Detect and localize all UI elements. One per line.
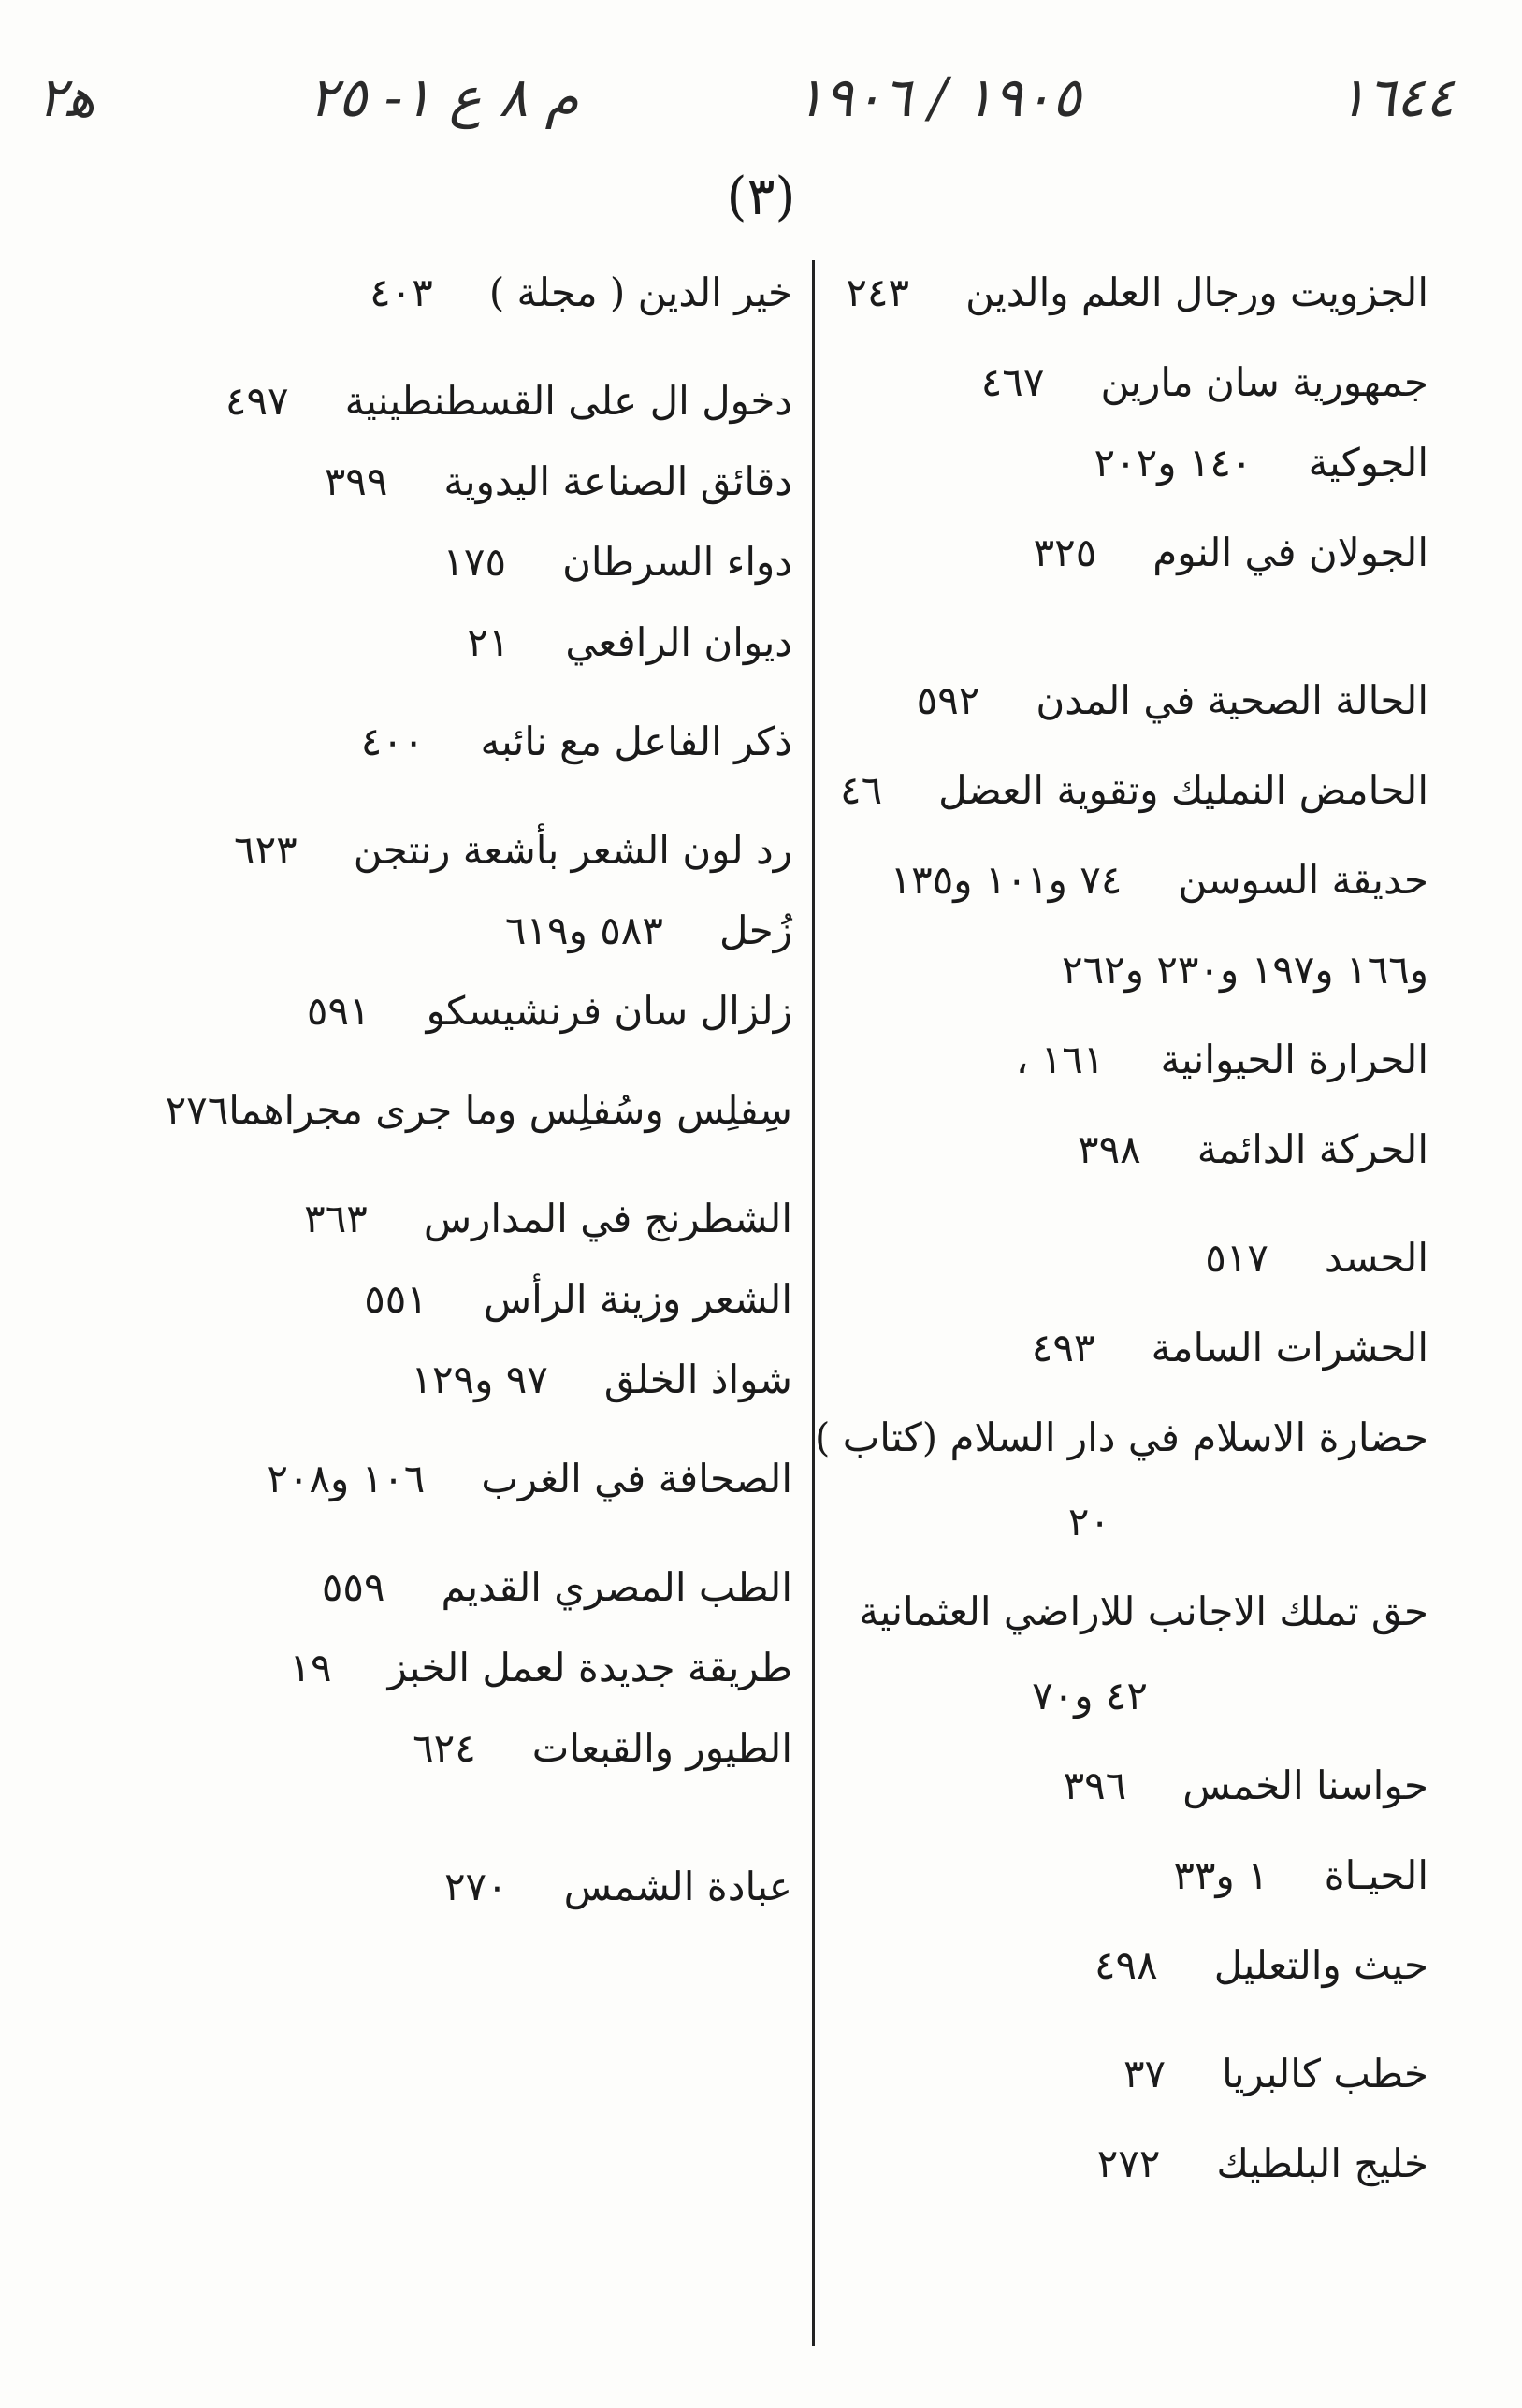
index-entry bbox=[194, 1646, 792, 1727]
entry-pages: ٢٧٦ bbox=[165, 1087, 229, 1133]
entry-term: الشعر وزينة الرأس bbox=[483, 1276, 792, 1322]
entry-pages: ٣٩٨ bbox=[1078, 1126, 1141, 1172]
index-entry bbox=[820, 2142, 1428, 2232]
handwritten-mark: ﻫ٢ bbox=[37, 65, 95, 129]
section-gap bbox=[194, 1179, 792, 1197]
index-entry bbox=[820, 1590, 1428, 1675]
index-entry bbox=[194, 621, 792, 702]
index-entry bbox=[194, 271, 792, 361]
index-entry bbox=[820, 679, 1428, 769]
entry-term: دقائق الصناعة اليدوية bbox=[443, 458, 792, 504]
section-gap bbox=[194, 810, 792, 829]
entry-term: الحالة الصحية في المدن bbox=[1036, 677, 1428, 723]
index-entry bbox=[194, 990, 792, 1070]
entry-pages: ١ و٣٣ bbox=[1173, 1852, 1268, 1898]
index-entry bbox=[820, 1237, 1428, 1327]
index-entry bbox=[820, 1128, 1428, 1218]
entry-pages: ٥٥٩ bbox=[321, 1564, 385, 1610]
index-entry bbox=[194, 1458, 792, 1547]
entry-term: رد لون الشعر بأشعة رنتجن bbox=[353, 827, 792, 873]
entry-term: ديوان الرافعي bbox=[565, 619, 792, 665]
entry-term: حواسنا الخمس bbox=[1182, 1762, 1428, 1808]
entry-term: حيث والتعليل bbox=[1213, 1942, 1428, 1988]
entry-pages: ١٦١ ، bbox=[1015, 1037, 1105, 1082]
entry-pages: ٧٤ و١٠١ و١٣٥ bbox=[890, 857, 1123, 903]
section-gap bbox=[194, 361, 792, 380]
index-entry bbox=[820, 531, 1428, 621]
left-index-column bbox=[165, 269, 792, 1955]
index-entry bbox=[820, 859, 1428, 949]
index-entry bbox=[815, 1414, 1428, 1501]
index-entry bbox=[194, 1278, 792, 1358]
entry-pages: ٥٨٣ و٦١٩ bbox=[504, 907, 663, 953]
entry-term: حق تملك الاجانب للاراضي العثمانية bbox=[859, 1588, 1428, 1634]
entry-term: دواء السرطان bbox=[562, 539, 792, 585]
entry-term: زُحل bbox=[718, 907, 792, 953]
entry-pages: ٥٩١ bbox=[306, 988, 370, 1034]
entry-pages: ٤٠٠ bbox=[360, 718, 425, 764]
entry-term: سِفلِس وسُفلِس وما جرى مجراهما bbox=[228, 1087, 792, 1133]
entry-pages: ٢٤٣ bbox=[846, 269, 910, 315]
entry-pages: ٥٥١ bbox=[364, 1276, 428, 1322]
index-entry bbox=[820, 271, 1428, 361]
entry-pages: ٢٧٠ bbox=[443, 1864, 508, 1909]
index-entry bbox=[194, 1358, 792, 1439]
entry-term: حديقة السوسن bbox=[1178, 857, 1428, 903]
index-entry bbox=[820, 2053, 1428, 2142]
entry-term: الطب المصري القديم bbox=[441, 1564, 792, 1610]
section-gap bbox=[194, 1439, 792, 1458]
index-entry bbox=[820, 1764, 1428, 1854]
index-entry bbox=[820, 1038, 1428, 1128]
entry-pages: ٣٢٥ bbox=[1033, 529, 1097, 575]
index-entry bbox=[820, 442, 1428, 531]
entry-pages: ٩٧ و١٢٩ bbox=[411, 1356, 548, 1402]
entry-term: ٤٢ و٧٠ bbox=[1032, 1673, 1148, 1719]
entry-term: الحامض النمليك وتقوية العضل bbox=[938, 767, 1428, 813]
entry-pages: ١٠٦ و٢٠٨ bbox=[267, 1456, 426, 1501]
entry-term: الحيـاة bbox=[1324, 1852, 1428, 1898]
entry-pages: ١٧٥ bbox=[442, 539, 507, 585]
entry-pages: ١٩ bbox=[289, 1645, 332, 1690]
index-entry bbox=[194, 1197, 792, 1278]
entry-term: الشطرنج في المدارس bbox=[423, 1196, 792, 1241]
entry-pages: ٦٢٣ bbox=[234, 827, 297, 873]
entry-pages: ٦٢٤ bbox=[413, 1725, 476, 1771]
entry-term: الحسد bbox=[1324, 1235, 1428, 1281]
section-gap bbox=[194, 1070, 792, 1089]
entry-term: الحركة الدائمة bbox=[1196, 1126, 1428, 1172]
right-index-column bbox=[815, 269, 1428, 2232]
entry-pages: ٣٩٦ bbox=[1063, 1762, 1127, 1808]
index-entry bbox=[820, 361, 1428, 442]
index-entry-continuation bbox=[820, 949, 1428, 1038]
section-gap bbox=[194, 1807, 792, 1865]
index-entry bbox=[194, 1566, 792, 1646]
entry-term: ٢٠ bbox=[1067, 1499, 1110, 1545]
section-gap bbox=[820, 1218, 1428, 1237]
index-entry bbox=[165, 1087, 792, 1179]
index-entry bbox=[820, 1327, 1428, 1416]
entry-pages: ٥٩٢ bbox=[916, 677, 980, 723]
entry-term: جمهورية سان مارين bbox=[1100, 359, 1428, 405]
entry-pages: ٢١ bbox=[467, 619, 510, 665]
index-entry bbox=[820, 1944, 1428, 2034]
entry-term: ذكر الفاعل مع نائبه bbox=[480, 718, 792, 764]
entry-pages: ٤٩٨ bbox=[1094, 1942, 1158, 1988]
entry-pages: ٤٦ bbox=[840, 767, 883, 813]
entry-term: خطب كالبريا bbox=[1222, 2051, 1428, 2096]
entry-term: و١٦٦ و١٩٧ و٢٣٠ و٢٦٢ bbox=[1062, 947, 1428, 993]
entry-term: خليج البلطيك bbox=[1216, 2140, 1428, 2186]
index-entry bbox=[194, 1865, 792, 1955]
entry-term: دخول ال على القسطنطينية bbox=[344, 378, 792, 424]
entry-term: طريقة جديدة لعمل الخبز bbox=[387, 1645, 792, 1690]
page-number: (٣) bbox=[726, 167, 796, 227]
entry-term: الجولان في النوم bbox=[1152, 529, 1428, 575]
section-gap bbox=[820, 2034, 1428, 2053]
entry-pages: ١٤٠ و٢٠٢ bbox=[1094, 440, 1253, 486]
entry-pages: ٣٩٩ bbox=[324, 458, 388, 504]
entry-term: زلزال سان فرنشيسكو bbox=[426, 988, 792, 1034]
section-gap bbox=[820, 621, 1428, 679]
entry-term: الطيور والقبعات bbox=[531, 1725, 792, 1771]
column-divider bbox=[812, 260, 815, 2346]
entry-term: الصحافة في الغرب bbox=[481, 1456, 792, 1501]
entry-pages: ٤٩٧ bbox=[225, 378, 289, 424]
index-entry bbox=[194, 720, 792, 810]
entry-term: الحرارة الحيوانية bbox=[1160, 1037, 1428, 1082]
index-entry bbox=[194, 541, 792, 621]
index-entry bbox=[820, 1854, 1428, 1944]
entry-term: الحشرات السامة bbox=[1151, 1325, 1428, 1371]
entry-pages: ٤٩٣ bbox=[1031, 1325, 1095, 1371]
section-gap bbox=[194, 702, 792, 720]
index-entry bbox=[194, 1727, 792, 1807]
entry-pages: ٥١٧ bbox=[1205, 1235, 1268, 1281]
entry-pages: ٤٠٣ bbox=[370, 269, 433, 315]
entry-term: الجوكية bbox=[1308, 440, 1428, 486]
entry-pages: ٢٧٢ bbox=[1096, 2140, 1161, 2186]
index-entry bbox=[194, 460, 792, 541]
section-gap bbox=[194, 1547, 792, 1566]
handwritten-reference: م ٨ ع ١- ٢٥ bbox=[309, 65, 579, 129]
entry-pages: ٣٧ bbox=[1123, 2051, 1167, 2096]
handwritten-years: ١٩٠٥ / ١٩٠٦ bbox=[795, 65, 1081, 129]
index-entry-continuation bbox=[820, 1675, 1428, 1764]
index-entry bbox=[194, 829, 792, 909]
index-entry bbox=[194, 909, 792, 990]
entry-term: عبادة الشمس bbox=[563, 1864, 792, 1909]
index-entry bbox=[820, 769, 1428, 859]
entry-term: حضارة الاسلام في دار السلام (كتاب ) bbox=[815, 1414, 1428, 1460]
entry-term: الجزويت ورجال العلم والدين bbox=[965, 269, 1428, 315]
entry-term: خير الدين ( مجلة ) bbox=[488, 269, 792, 315]
index-entry bbox=[194, 380, 792, 460]
entry-pages: ٤٦٧ bbox=[980, 359, 1045, 405]
entry-term: شواذ الخلق bbox=[603, 1356, 792, 1402]
index-entry-continuation bbox=[820, 1501, 1428, 1590]
handwritten-catalog-number: ١٦٤٤ bbox=[1338, 65, 1455, 129]
entry-pages: ٣٦٣ bbox=[304, 1196, 368, 1241]
